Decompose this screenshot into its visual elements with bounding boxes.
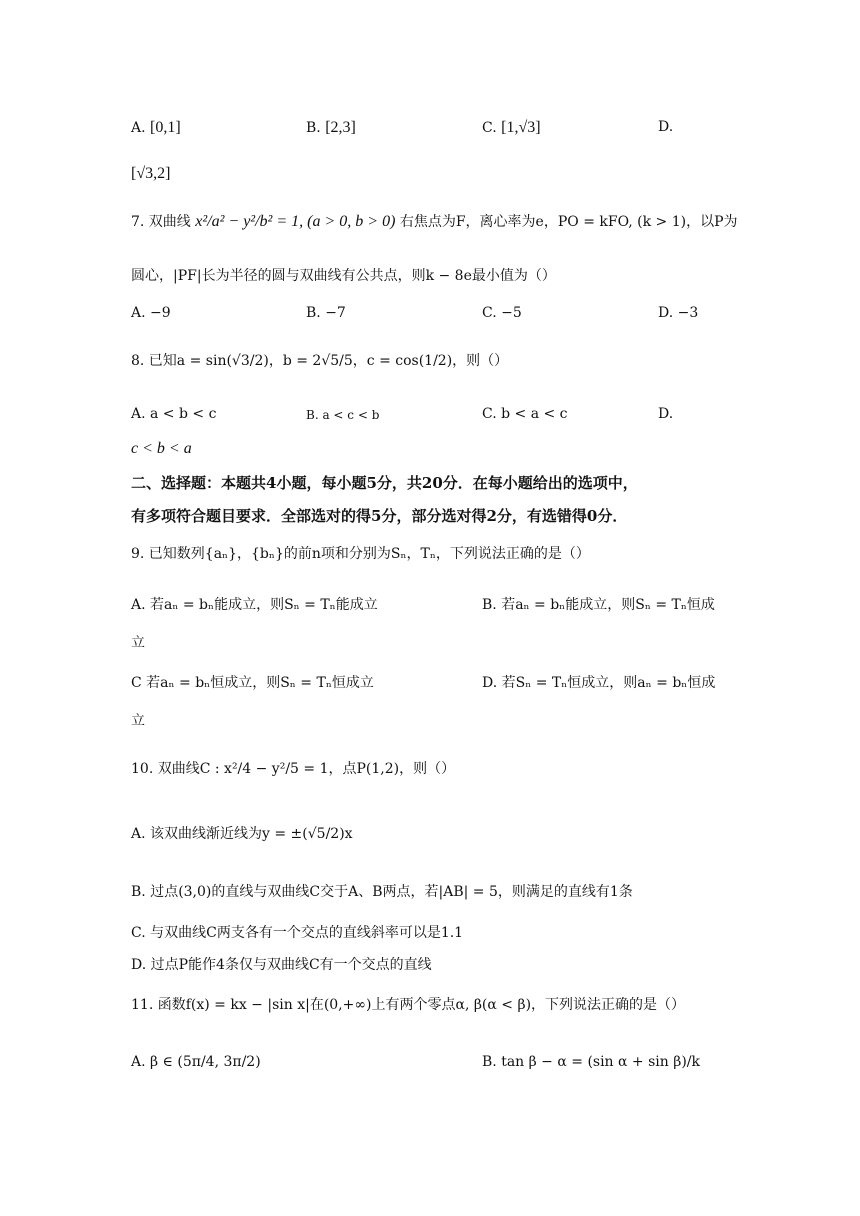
q7-stem-line2: 圆心，|PF|长为半径的圆与双曲线有公共点，则k − 8e最小值为（）	[131, 268, 556, 284]
q10-option-a: A. 该双曲线渐近线为y = ±(√5/2)x	[131, 826, 353, 842]
section-heading-line1: 二、选择题：本题共4小题，每小题5分，共20分．在每小题给出的选项中，	[131, 474, 638, 492]
q7-equation: x²/a² − y²/b² = 1, (a > 0, b > 0)	[195, 213, 396, 230]
q9-option-b: B. 若aₙ = bₙ能成立，则Sₙ = Tₙ恒成	[482, 597, 715, 613]
q11-option-a: A. β ∈ (5π/4, 3π/2)	[131, 1054, 261, 1070]
q6-option-d-value: [√3,2]	[131, 165, 171, 182]
q8-stem: 8. 已知a = sin(√3/2)，b = 2√5/5，c = cos(1/2)，则（）	[131, 353, 509, 369]
q11-stem: 11. 函数f(x) = kx − |sin x|在(0,+∞)上有两个零点α, β(α < β)，下列说法正确的是（）	[131, 997, 686, 1013]
q7-option-c: C. −5	[482, 305, 522, 321]
q11-option-b: B. tan β − α = (sin α + sin β)/k	[482, 1054, 700, 1070]
q8-option-d: D.	[658, 406, 674, 422]
q8-option-d-value: c < b < a	[131, 440, 192, 457]
q9-option-c: C 若aₙ = bₙ恒成立，则Sₙ = Tₙ恒成立	[131, 675, 374, 691]
q9-option-d: D. 若Sₙ = Tₙ恒成立，则aₙ = bₙ恒成	[482, 675, 716, 691]
q7-option-b: B. −7	[306, 305, 346, 321]
q7-option-d: D. −3	[658, 305, 699, 321]
q10-stem: 10. 双曲线C : x²/4 − y²/5 = 1，点P(1,2)，则（）	[131, 761, 456, 777]
q9-stem: 9. 已知数列{aₙ}，{bₙ}的前n项和分别为Sₙ，Tₙ，下列说法正确的是（）	[131, 546, 590, 562]
q6-option-b: B. [2,3]	[306, 119, 356, 136]
q7-option-a: A. −9	[131, 305, 171, 321]
q9-option-d-wrap: 立	[131, 713, 145, 729]
q8-option-c: C. b < a < c	[482, 406, 568, 422]
q9-option-a: A. 若aₙ = bₙ能成立，则Sₙ = Tₙ能成立	[131, 597, 378, 613]
q10-option-c: C. 与双曲线C两支各有一个交点的直线斜率可以是1.1	[131, 925, 464, 941]
q9-option-b-wrap: 立	[131, 635, 145, 651]
q8-option-a: A. a < b < c	[131, 406, 217, 422]
q8-option-b: B. a < c < b	[306, 408, 380, 422]
q6-option-d: D.	[658, 119, 674, 135]
q7-stem-line1: 7. 双曲线 x²/a² − y²/b² = 1, (a > 0, b > 0) 右焦点为F，离心率为e，PO = kFO, (k > 1)，以P为	[131, 213, 738, 230]
q10-option-d: D. 过点P能作4条仅与双曲线C有一个交点的直线	[131, 957, 432, 973]
q10-option-b: B. 过点(3,0)的直线与双曲线C交于A、B两点，若|AB| = 5，则满足的直线有1条	[131, 884, 633, 900]
q6-option-a: A. [0,1]	[131, 119, 181, 136]
section-heading-line2: 有多项符合题目要求．全部选对的得5分，部分选对得2分，有选错得0分．	[131, 507, 628, 525]
q6-option-c: C. [1,√3]	[482, 119, 541, 136]
